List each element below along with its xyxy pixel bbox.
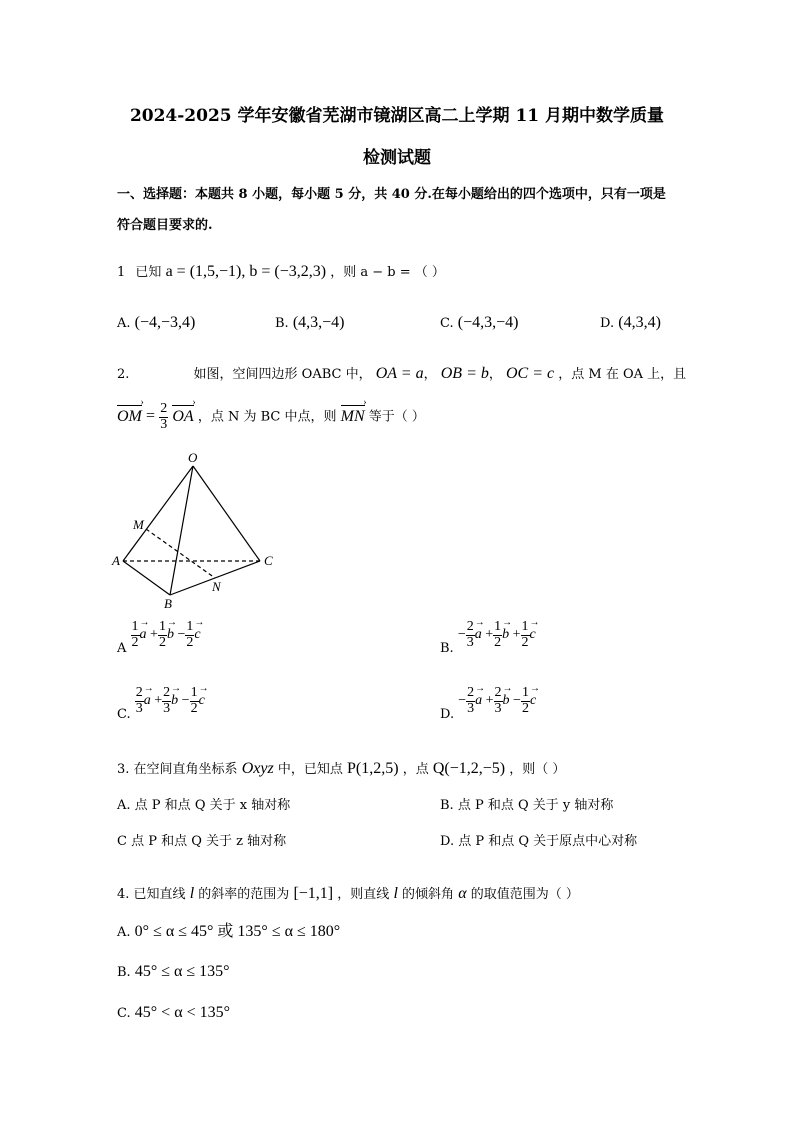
label-c: C [264,553,273,568]
q4-option-c[interactable] [117,1003,230,1022]
q3-text2: 中，已知点 [277,762,343,777]
q4-option-c-label: C. [117,1006,131,1021]
q2-option-a-expr: $\frac{1}{2}$ → a + $\frac{1}{2}$ → b − $\frac{1}{2}$ → c [131,627,201,642]
q3-option-a-label: A. [117,798,131,813]
q1-option-b-label: B. [275,316,289,331]
edge-oc [193,466,260,561]
q3-option-b-label: B. [440,798,454,813]
q3-text4: ，则（ ） [509,762,566,777]
q2-eq-ob: OB = b [440,365,489,382]
q2-option-d[interactable] [440,685,537,723]
q4-stem [117,884,579,903]
q2-option-c-expr: $\frac{2}{3}$ → a + $\frac{2}{3}$ → b − $\frac{1}{2}$ → c [135,693,205,708]
q3-text1: 在空间直角坐标系 [133,762,238,777]
q3-point-q: Q(−1,2,−5) [432,760,506,777]
label-o: O [188,450,198,465]
q2-option-d-label: D. [440,707,455,723]
q4-line-l-2: l [393,885,398,902]
q1-option-c-label: C. [440,316,454,331]
q2-tetrahedron-figure [108,448,288,613]
q4-option-a[interactable] [117,922,340,941]
document-title-line2: 检测试题 [363,148,431,168]
q1-option-c-value: (−4,3,−4) [457,314,519,331]
q1-option-b-value: (4,3,−4) [292,314,345,331]
q4-option-b-label: B. [117,965,131,980]
q1-post: ，则 a − b = （ ） [330,265,445,280]
q1-option-a-label: A. [117,316,131,331]
document-title-line1: 2024-2025 学年安徽省芜湖市镜湖区高二上学期 11 月期中数学质量 [129,106,665,126]
section-heading-line1: 一、选择题：本题共 8 小题，每小题 5 分，共 40 分.在每小题给出的四个选项中，只有一项是 [117,187,666,202]
q3-option-b[interactable] [440,798,613,814]
label-a: A [112,553,120,568]
q2-option-a[interactable] [117,619,201,657]
q4-range: [−1,1] [293,885,334,902]
q4-option-a-label: A. [117,925,131,940]
q1-expression: a = (1,5,−1), b = (−3,2,3) [165,263,327,280]
q2-option-a-label: A [117,641,127,657]
q3-stem [117,759,565,778]
edge-ab [123,561,170,595]
q1-option-c[interactable] [440,313,518,332]
q2-mn: MN › [341,405,365,426]
q2-text2: ，点 M 在 OA 上，且 [558,367,687,382]
q1-option-d-value: (4,3,4) [618,314,661,331]
q4-text1: 已知直线 [133,887,186,902]
q1-option-d[interactable] [600,313,661,332]
edge-oa [123,466,193,561]
q3-system: Oxyz [241,760,274,777]
section-heading-line2: 符合题目要求的. [117,218,213,233]
q2-option-b-label: B. [440,641,454,657]
q2-option-b-expr: − $\frac{2}{3}$ → a + $\frac{1}{2}$ → b + $\frac{1}{2}$ → c [458,627,536,642]
q1-option-d-label: D. [600,316,615,331]
label-b: B [164,596,172,611]
q4-option-b-value: 45° ≤ α ≤ 135° [134,963,230,980]
q3-number: 3. [117,762,130,777]
q4-number: 4. [117,887,130,902]
q2-text4: 等于（ ） [368,409,425,425]
edge-ob [170,466,193,595]
q2-stem-line2 [117,402,425,432]
q2-text3: ，点 N 为 BC 中点，则 [197,409,337,425]
q1-number: 1 [117,265,126,280]
q2-text1: 如图，空间四边形 OABC 中， [193,367,372,382]
q1-option-a[interactable] [117,313,195,332]
q2-stem-line1: 2. 如图，空间四边形 OABC 中， OA = a， OB = b， OC = c ，点 M 在 OA 上，且 [117,365,687,382]
q4-text5: 的取值范围为（ ） [470,887,579,902]
q3-option-d[interactable] [440,834,637,850]
q2-oa: OA › [172,405,193,426]
q3-point-p: P(1,2,5) [346,760,399,777]
q1-option-b[interactable] [275,313,345,332]
q3-option-d-text: 点 P 和点 Q 关于原点中心对称 [458,834,638,849]
q3-option-d-label: D. [440,834,455,849]
q1-option-a-value: (−4,−3,4) [134,314,196,331]
q3-option-c[interactable] [117,834,286,850]
q2-eq-oc: OC = c [506,365,555,382]
q4-text2: 的斜率的范围为 [198,887,290,902]
q3-option-c-text: 点 P 和点 Q 关于 z 轴对称 [131,834,287,849]
q3-option-b-text: 点 P 和点 Q 关于 y 轴对称 [457,798,614,813]
label-m: M [133,517,144,532]
q3-text3: ，点 [402,762,429,777]
q2-option-d-expr: − $\frac{2}{3}$ → a + $\frac{2}{3}$ → b − $\frac{1}{2}$ → c [458,693,536,708]
q4-line-l: l [189,885,195,902]
q4-option-b[interactable] [117,962,230,981]
q2-fraction [159,402,168,432]
q2-number: 2. [117,367,130,382]
q2-frac-num: 2 [160,401,168,416]
q2-eq-sign: = [146,407,156,425]
q2-option-c[interactable] [117,685,205,723]
q1-pre: 已知 [135,265,162,280]
q2-frac-den: 3 [160,416,168,432]
q2-option-b[interactable] [440,619,536,657]
q2-option-c-label: C. [117,707,131,723]
label-n: N [212,579,221,594]
q2-eq-oa: OA = a [375,365,424,382]
q4-option-a-value: 0° ≤ α ≤ 45° 或 135° ≤ α ≤ 180° [134,923,341,940]
q3-option-c-label: C [117,834,127,849]
q4-text3: ，则直线 [337,887,390,902]
q4-alpha: α [458,885,467,902]
q4-text4: 的倾斜角 [402,887,455,902]
q3-option-a-text: 点 P 和点 Q 关于 x 轴对称 [134,798,291,813]
q4-option-c-value: 45° < α < 135° [134,1004,230,1021]
q3-option-a[interactable] [117,798,290,814]
q2-om: OM › [117,405,142,426]
q1-stem [117,262,445,281]
